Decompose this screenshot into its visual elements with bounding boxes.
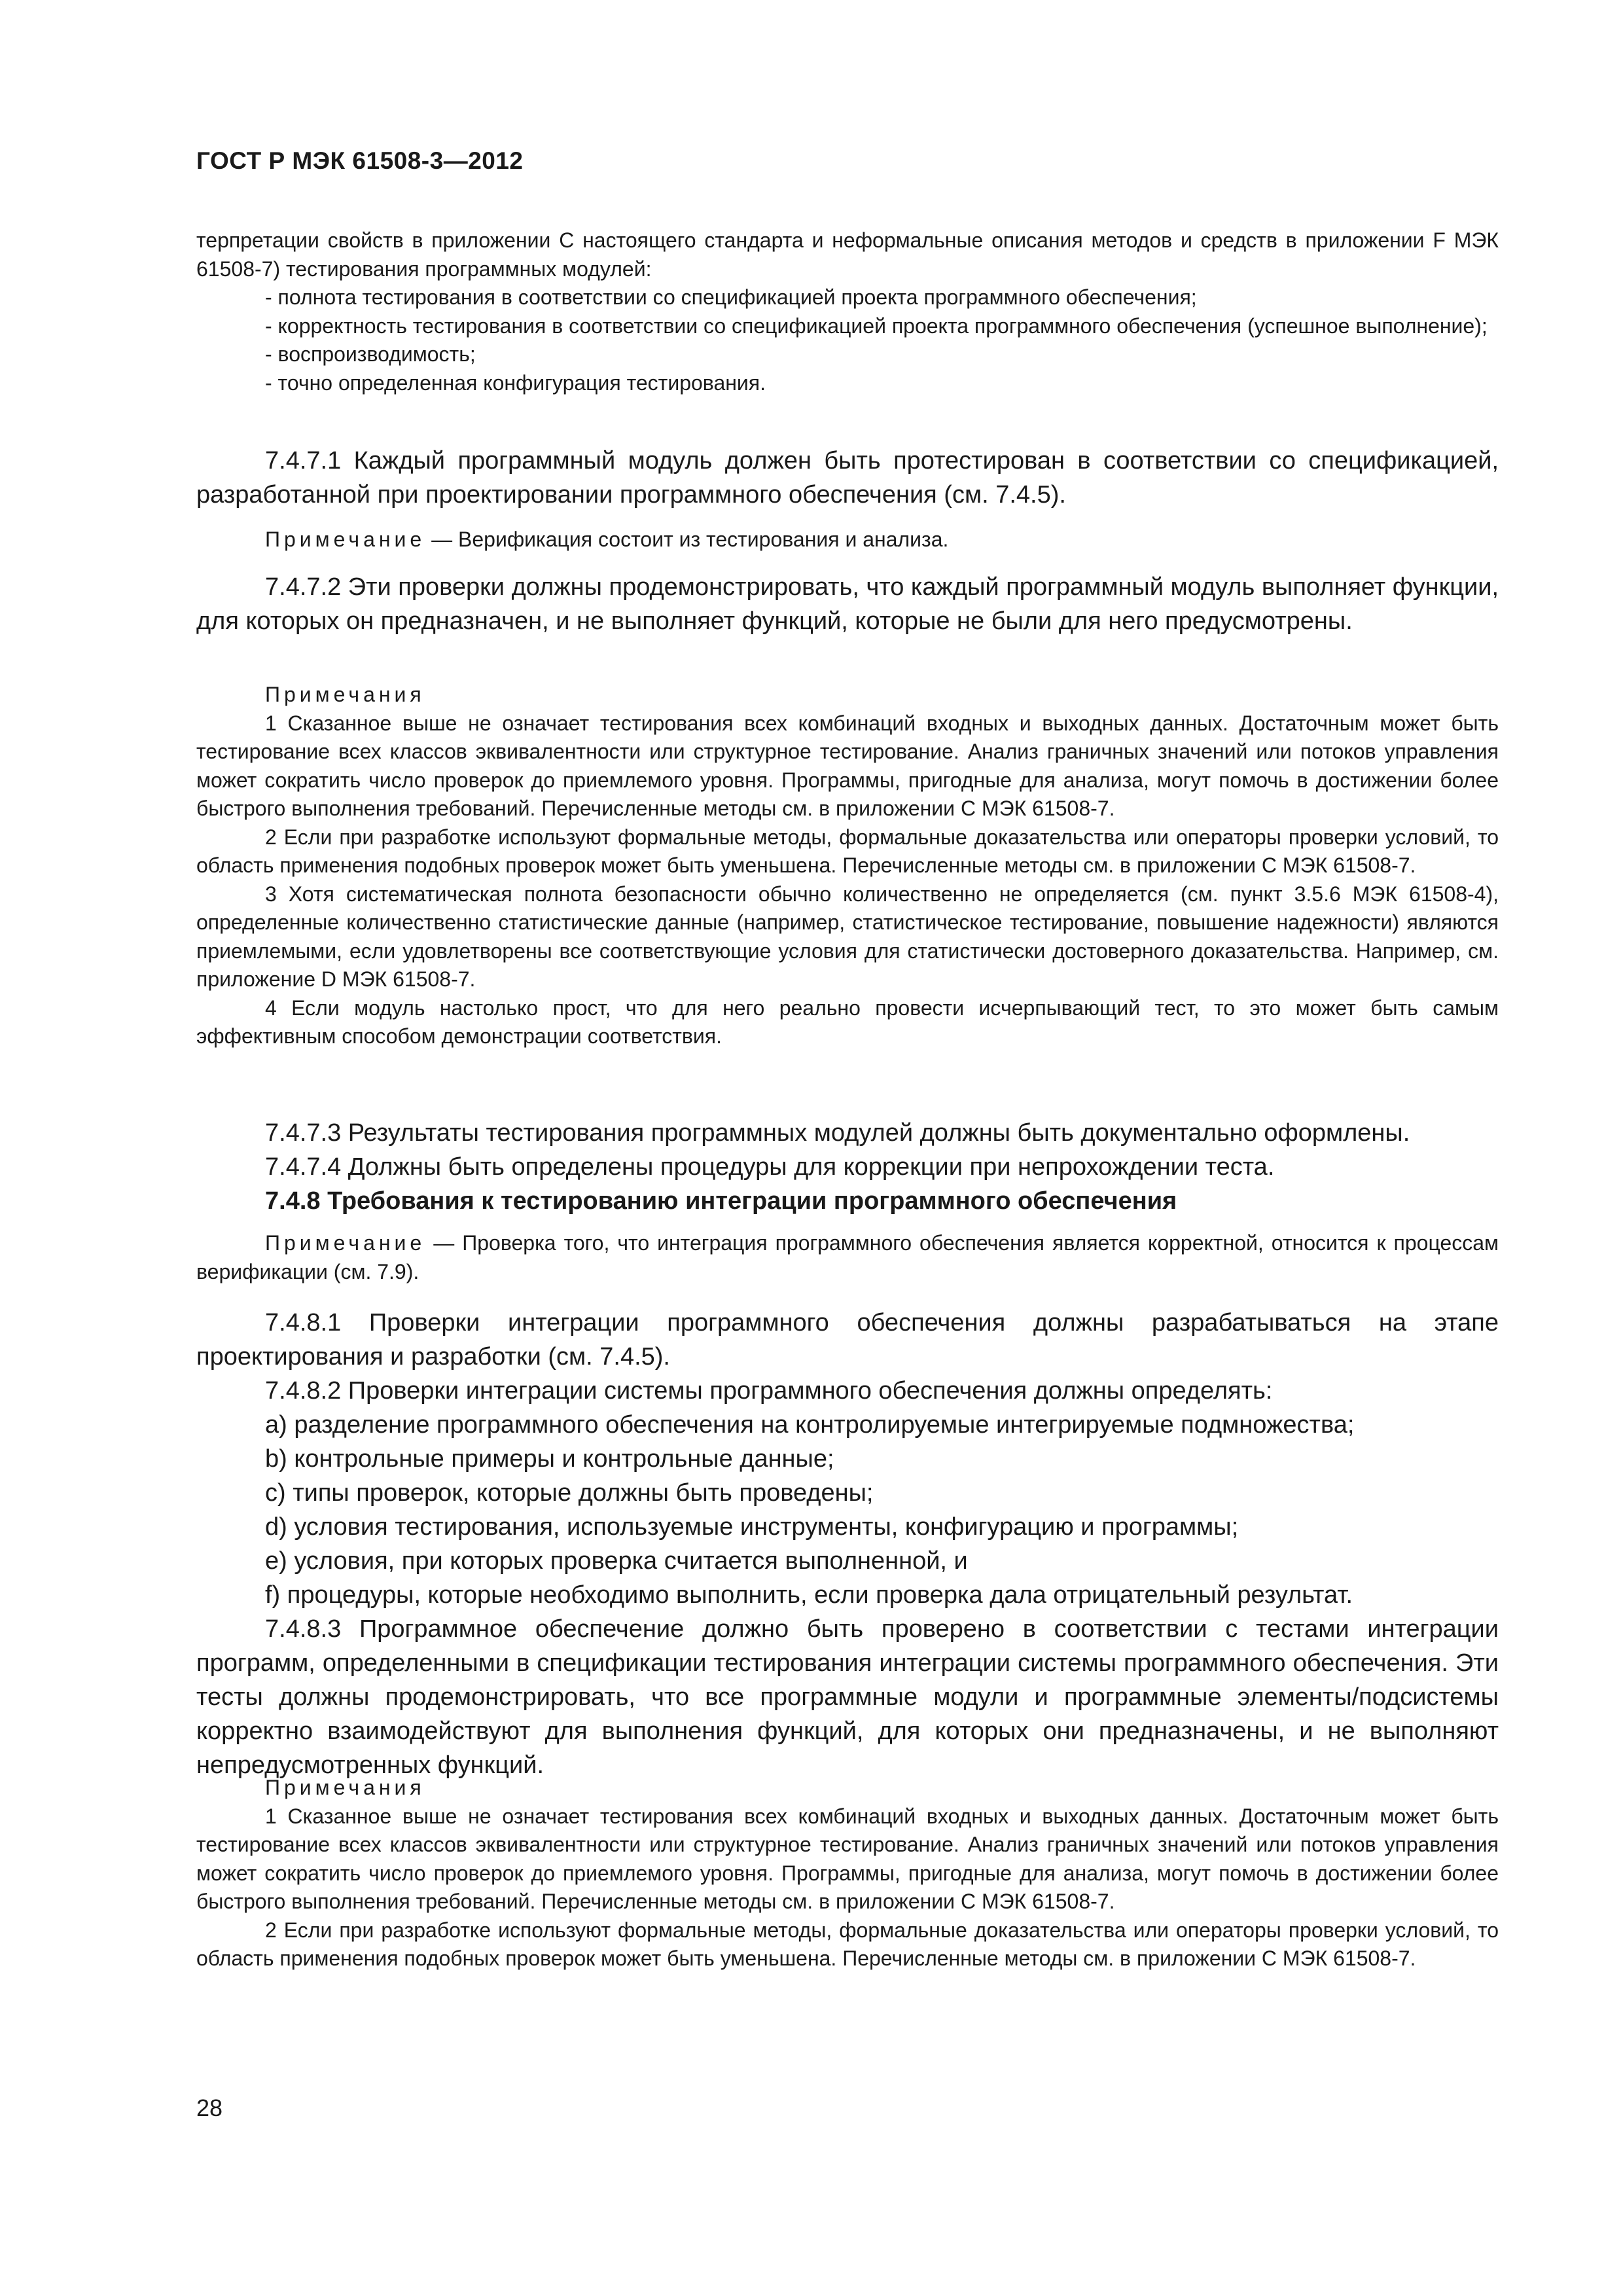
section-7-4-7-2 <box>196 570 1499 638</box>
note-item: 2 Если при разработке используют формальные методы, формальные доказательства или операторы проверки условий, то область применения подобных проверок может быть уменьшена. Перечисленные методы см. в приложении С МЭК 61508-7. <box>196 1918 1499 1970</box>
intro-item: - воспроизводимость; <box>265 342 476 366</box>
list-item: c) типы проверок, которые должны быть проведены; <box>265 1479 874 1507</box>
paragraph-7-4-7-4: 7.4.7.4 Должны быть определены процедуры для коррекции при непрохождении теста. <box>265 1153 1275 1181</box>
note-text: — Верификация состоит из тестирования и анализа. <box>425 528 949 551</box>
notes-label: Примечания <box>265 1776 425 1799</box>
paragraph-7-4-7-1: 7.4.7.1 Каждый программный модуль должен быть протестирован в соответствии со спецификацией, разработанной при проектировании программного обеспечения (см. 7.4.5). <box>196 447 1499 509</box>
page-number: 28 <box>196 2094 223 2121</box>
section-7-4-7-3-4 <box>196 1116 1499 1218</box>
paragraph-7-4-8-1: 7.4.8.1 Проверки интеграции программного обеспечения должны разрабатываться на этапе проектирования и разработки (см. 7.4.5). <box>196 1309 1499 1371</box>
note-item: 1 Сказанное выше не означает тестирования всех комбинаций входных и выходных данных. Достаточным может быть тестирование всех классов эквивалентности или структурное тестирование. Анализ граничных значений или потоков управления может сократить число проверок до приемлемого уровня. Программы, пригодные для анализа, могут помочь в достижении более быстрого выполнения требований. Перечисленные методы см. в приложении С МЭК 61508-7. <box>196 711 1499 820</box>
intro-continuation: терпретации свойств в приложении С настоящего стандарта и неформальные описания методов и средств в приложении F МЭК 61508-7) тестирования программных модулей: <box>196 228 1499 281</box>
note-label: Примечание <box>265 528 426 551</box>
note-7-4-8 <box>196 1229 1499 1286</box>
intro-item: - точно определенная конфигурация тестирования. <box>265 370 766 395</box>
intro-item: - корректность тестирования в соответствии со спецификацией проекта программного обеспечения (успешное выполнение); <box>265 314 1488 338</box>
note-text: — Проверка того, что интеграция программного обеспечения является корректной, относится к процессам верификации (см. 7.9). <box>196 1231 1499 1283</box>
section-7-4-8-1 <box>196 1306 1499 1782</box>
list-item: d) условия тестирования, используемые инструменты, конфигурацию и программы; <box>265 1513 1239 1541</box>
list-item: a) разделение программного обеспечения на контролируемые интегрируемые подмножества; <box>265 1411 1355 1439</box>
section-title-7-4-8: 7.4.8 Требования к тестированию интеграции программного обеспечения <box>265 1187 1177 1215</box>
paragraph-7-4-8-3: 7.4.8.3 Программное обеспечение должно быть проверено в соответствии с тестами интеграции программ, определенными в спецификации тестирования интеграции системы программного обеспечения. Эти тесты должны продемонстрировать, что все программные модули и программные элементы/подсистемы корректно взаимодействуют для выполнения функций, для которых они предназначены, и не выполняют непредусмотренных функций. <box>196 1615 1499 1779</box>
note-item: 4 Если модуль настолько прост, что для него реально провести исчерпывающий тест, то это может быть самым эффективным способом демонстрации соответствия. <box>196 996 1499 1048</box>
paragraph-7-4-7-2: 7.4.7.2 Эти проверки должны продемонстрировать, что каждый программный модуль выполняет функции, для которых он предназначен, и не выполняет функций, которые не были для него предусмотрены. <box>196 573 1499 635</box>
intro-block <box>196 226 1499 397</box>
list-item: e) условия, при которых проверка считается выполненной, и <box>265 1547 968 1575</box>
list-item: f) процедуры, которые необходимо выполнить, если проверка дала отрицательный результат. <box>265 1581 1353 1609</box>
note-item: 3 Хотя систематическая полнота безопасности обычно количественно не определяется (см. пункт 3.5.6 МЭК 61508-4), определенные количественно статистические данные (например, статистическое тестирование, повышение надежности) являются приемлемыми, если удовлетворены все соответствующие условия для статистически достоверного доказательства. Например, см. приложение D МЭК 61508-7. <box>196 882 1499 991</box>
list-item: b) контрольные примеры и контрольные данные; <box>265 1445 834 1473</box>
paragraph-7-4-8-2: 7.4.8.2 Проверки интеграции системы программного обеспечения должны определять: <box>265 1377 1273 1405</box>
note-item: 2 Если при разработке используют формальные методы, формальные доказательства или операторы проверки условий, то область применения подобных проверок может быть уменьшена. Перечисленные методы см. в приложении С МЭК 61508-7. <box>196 825 1499 877</box>
paragraph-7-4-7-3: 7.4.7.3 Результаты тестирования программных модулей должны быть документально оформлены. <box>265 1119 1410 1147</box>
intro-item: - полнота тестирования в соответствии со спецификацией проекта программного обеспечения; <box>265 285 1197 309</box>
note-label: Примечание <box>265 1231 426 1255</box>
note-item: 1 Сказанное выше не означает тестирования всех комбинаций входных и выходных данных. Достаточным может быть тестирование всех классов эквивалентности или структурное тестирование. Анализ граничных значений или потоков управления может сократить число проверок до приемлемого уровня. Программы, пригодные для анализа, могут помочь в достижении более быстрого выполнения требований. Перечисленные методы см. в приложении С МЭК 61508-7. <box>196 1804 1499 1913</box>
document-header: ГОСТ Р МЭК 61508-3—2012 <box>196 147 524 174</box>
notes-7-4-7-2 <box>196 681 1499 1051</box>
notes-7-4-8-3 <box>196 1774 1499 1973</box>
notes-label: Примечания <box>265 683 425 706</box>
note-7-4-7-1 <box>196 526 1499 554</box>
section-7-4-7-1 <box>196 444 1499 512</box>
